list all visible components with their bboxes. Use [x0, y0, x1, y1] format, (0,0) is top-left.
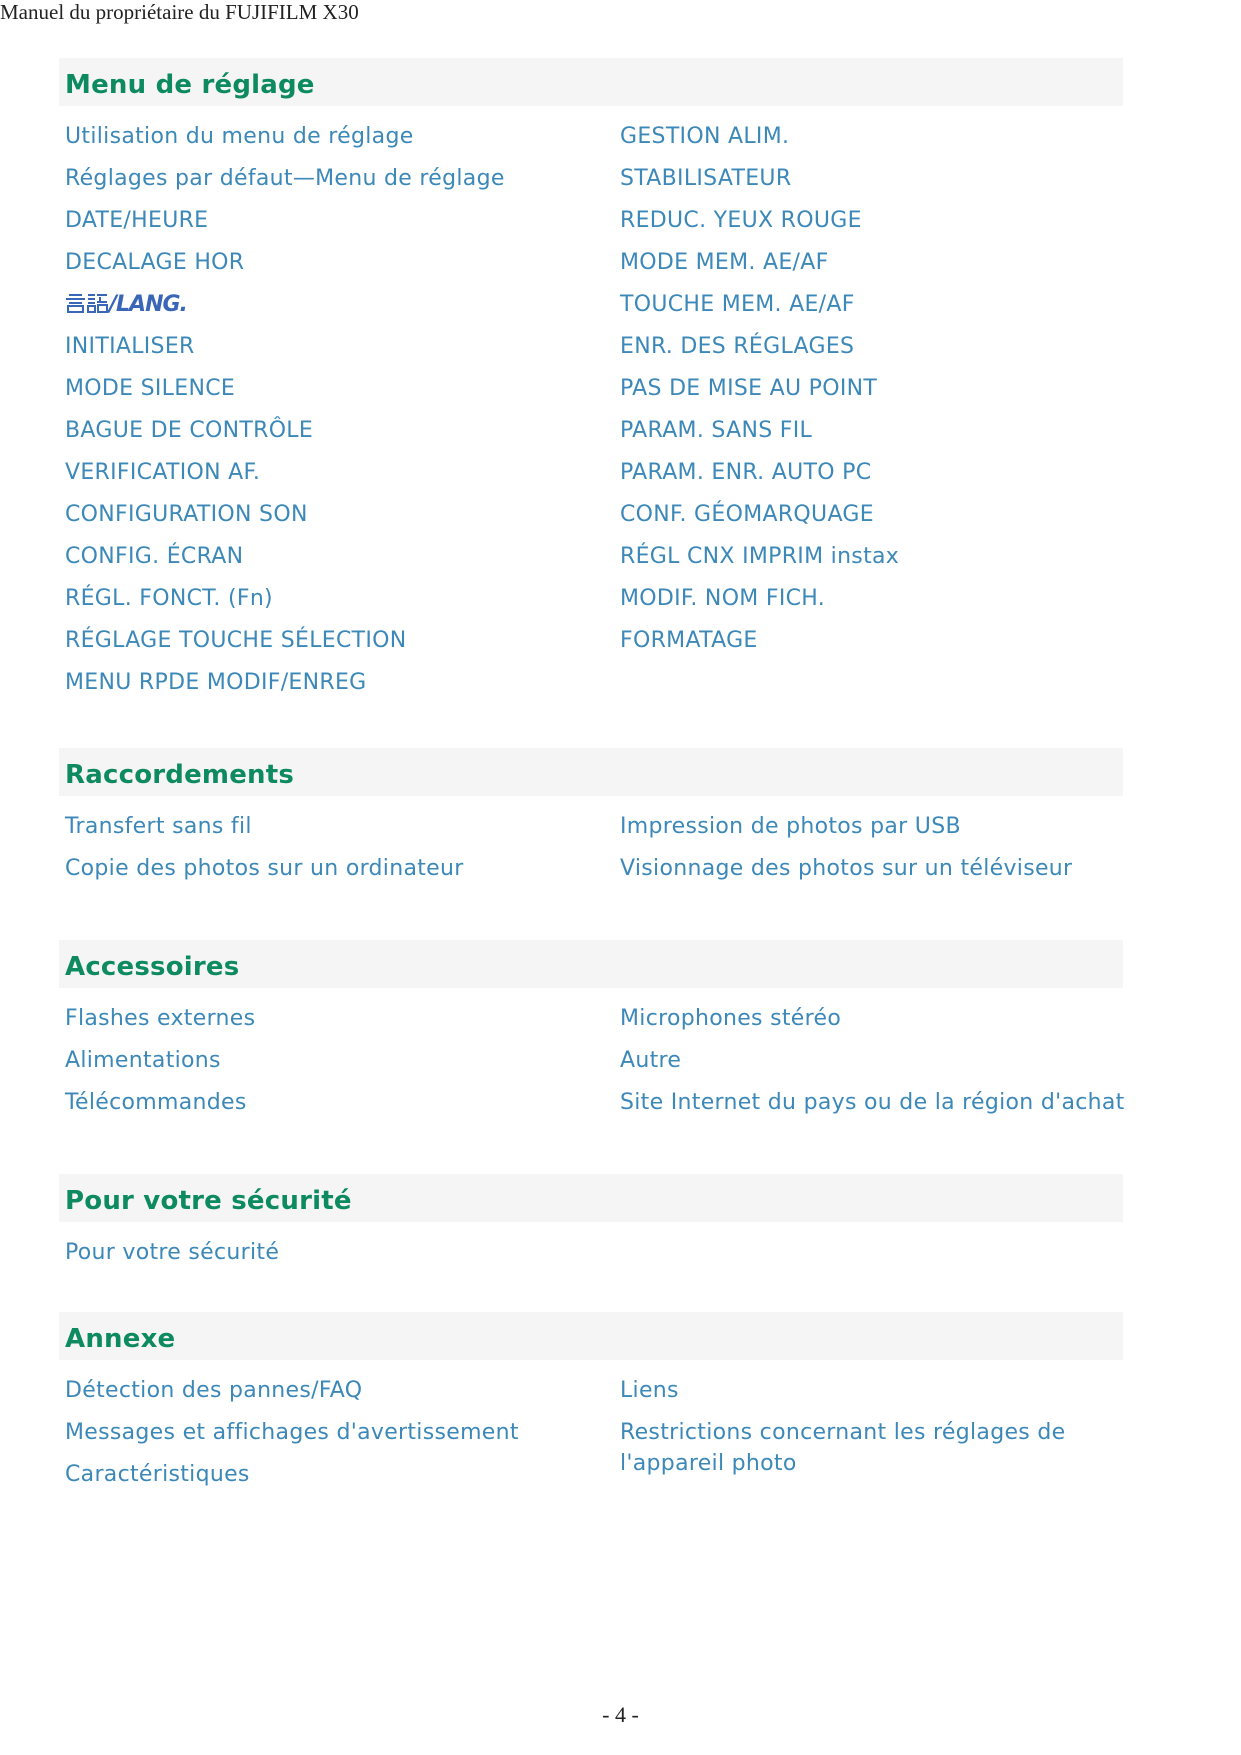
left-column: [59, 806, 620, 890]
toc-link[interactable]: RÉGLAGE TOUCHE SÉLECTION: [65, 628, 407, 653]
toc-link[interactable]: ENR. DES RÉGLAGES: [620, 334, 855, 359]
section-spacer: [59, 1124, 1123, 1174]
toc-link[interactable]: Réglages par défaut—Menu de réglage: [65, 166, 505, 191]
toc-link[interactable]: Microphones stéréo: [620, 1006, 842, 1031]
section-spacer: [59, 890, 1123, 940]
section-title: Accessoires: [59, 940, 1123, 988]
toc-link[interactable]: Pour votre sécurité: [65, 1240, 280, 1265]
toc-link[interactable]: Utilisation du menu de réglage: [65, 124, 414, 149]
toc-link[interactable]: MODIF. NOM FICH.: [620, 586, 826, 611]
section-title: Pour votre sécurité: [59, 1174, 1123, 1222]
toc-link[interactable]: STABILISATEUR: [620, 166, 792, 191]
toc-link[interactable]: MENU RPDE MODIF/ENREG: [65, 670, 367, 695]
toc-link[interactable]: TOUCHE MEM. AE/AF: [620, 292, 855, 317]
toc-link[interactable]: Restrictions concernant les réglages de l'appareil photo: [620, 1420, 1066, 1476]
toc-link[interactable]: INITIALISER: [65, 334, 195, 359]
section-title: Menu de réglage: [59, 58, 1123, 106]
right-column: [620, 1232, 1120, 1274]
kanji-go-icon: [87, 293, 108, 313]
table-of-contents: [59, 58, 1123, 1496]
toc-link[interactable]: DECALAGE HOR: [65, 250, 245, 275]
toc-link[interactable]: PAS DE MISE AU POINT: [620, 376, 878, 401]
toc-link[interactable]: BAGUE DE CONTRÔLE: [65, 418, 314, 443]
toc-link[interactable]: RÉGL. FONCT. (Fn): [65, 586, 273, 611]
left-column: [59, 1370, 620, 1496]
right-column: [620, 998, 1125, 1124]
section-links: [59, 1222, 1123, 1274]
section-title: Annexe: [59, 1312, 1123, 1360]
toc-link[interactable]: Site Internet du pays ou de la région d'achat: [620, 1090, 1125, 1115]
section-raccordements: [59, 748, 1123, 890]
toc-link[interactable]: Transfert sans fil: [65, 814, 252, 839]
toc-link[interactable]: Caractéristiques: [65, 1462, 250, 1487]
right-column: [620, 116, 1120, 704]
toc-link-language[interactable]: [65, 284, 620, 326]
section-spacer: [59, 704, 1123, 748]
toc-link[interactable]: Copie des photos sur un ordinateur: [65, 856, 464, 881]
toc-link[interactable]: FORMATAGE: [620, 628, 758, 653]
toc-link[interactable]: PARAM. ENR. AUTO PC: [620, 460, 872, 485]
left-column: [59, 116, 620, 704]
section-links: [59, 988, 1123, 1124]
section-accessoires: [59, 940, 1123, 1124]
right-column: [620, 1370, 1120, 1496]
section-title: Raccordements: [59, 748, 1123, 796]
toc-link[interactable]: Alimentations: [65, 1048, 221, 1073]
toc-link[interactable]: Télécommandes: [65, 1090, 247, 1115]
section-links: [59, 1360, 1123, 1496]
left-column: [59, 1232, 620, 1274]
section-links: [59, 106, 1123, 704]
toc-link[interactable]: RÉGL CNX IMPRIM instax: [620, 544, 900, 569]
toc-link[interactable]: Visionnage des photos sur un téléviseur: [620, 856, 1073, 881]
toc-link[interactable]: Détection des pannes/FAQ: [65, 1378, 363, 1403]
page-header-title: Manuel du propriétaire du FUJIFILM X30: [0, 0, 359, 24]
toc-link[interactable]: MODE SILENCE: [65, 376, 236, 401]
right-column: [620, 806, 1120, 890]
section-securite: [59, 1174, 1123, 1274]
toc-link[interactable]: VERIFICATION AF.: [65, 460, 261, 485]
kanji-gen-icon: [65, 293, 86, 313]
toc-link[interactable]: REDUC. YEUX ROUGE: [620, 208, 862, 233]
section-annexe: [59, 1312, 1123, 1496]
section-links: [59, 796, 1123, 890]
toc-link[interactable]: Messages et affichages d'avertissement: [65, 1420, 519, 1445]
toc-link[interactable]: Flashes externes: [65, 1006, 256, 1031]
toc-link[interactable]: Autre: [620, 1048, 682, 1073]
toc-link[interactable]: CONF. GÉOMARQUAGE: [620, 502, 874, 527]
language-logo-text: /LANG.: [109, 292, 187, 317]
toc-link[interactable]: PARAM. SANS FIL: [620, 418, 813, 443]
left-column: [59, 998, 620, 1124]
toc-link[interactable]: Impression de photos par USB: [620, 814, 961, 839]
toc-link[interactable]: CONFIGURATION SON: [65, 502, 308, 527]
toc-link[interactable]: DATE/HEURE: [65, 208, 209, 233]
section-menu-reglage: [59, 58, 1123, 704]
page-number: - 4 -: [602, 1702, 639, 1727]
toc-link[interactable]: MODE MEM. AE/AF: [620, 250, 829, 275]
toc-link[interactable]: Liens: [620, 1378, 679, 1403]
section-spacer: [59, 1274, 1123, 1312]
toc-link[interactable]: GESTION ALIM.: [620, 124, 790, 149]
language-logo-icon: [65, 284, 187, 326]
toc-link[interactable]: CONFIG. ÉCRAN: [65, 544, 244, 569]
